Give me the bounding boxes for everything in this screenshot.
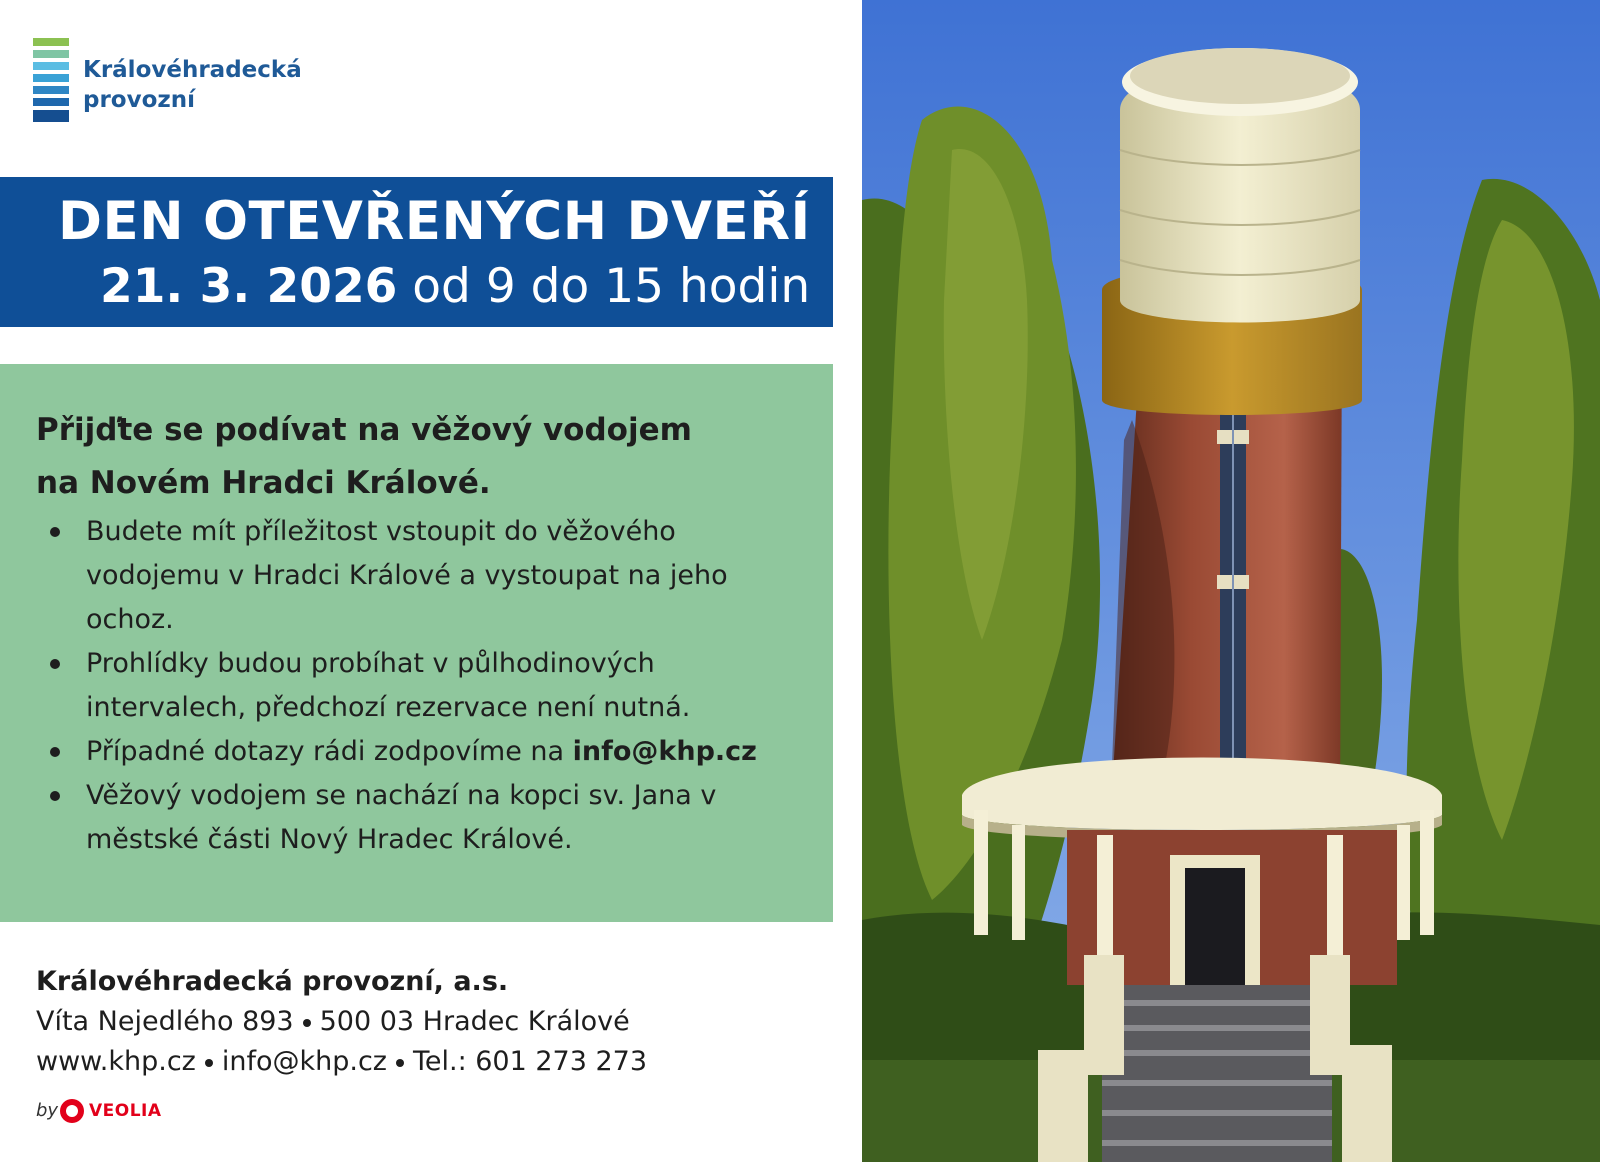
event-date: 21. 3. 2026	[100, 259, 398, 314]
city-address: 500 03 Hradec Králové	[319, 1006, 630, 1037]
logo-line-2: provozní	[83, 87, 196, 113]
info-list	[36, 510, 796, 862]
contact-footer	[36, 962, 647, 1082]
tower-door	[1185, 868, 1245, 985]
website-link[interactable]: www.khp.cz	[36, 1046, 196, 1077]
intro-heading	[36, 404, 692, 510]
event-date-time	[100, 259, 810, 314]
address-line	[36, 1002, 647, 1042]
bullet-icon	[50, 527, 60, 537]
street-address: Víta Nejedlého 893	[36, 1006, 294, 1037]
list-item	[36, 774, 796, 862]
logo-wordmark	[83, 55, 302, 115]
separator-dot-icon	[303, 1019, 311, 1027]
veolia-logo[interactable]	[60, 1099, 162, 1123]
phone-number[interactable]: Tel.: 601 273 273	[412, 1046, 648, 1077]
list-item	[36, 642, 796, 730]
separator-dot-icon	[205, 1059, 213, 1067]
list-item-text: Prohlídky budou probíhat v půlhodinových intervalech, předchozí rezervace není nutná.	[86, 648, 691, 723]
list-item	[36, 730, 796, 774]
intro-line-1: Přijďte se podívat na věžový vodojem	[36, 412, 692, 448]
logo-stripes-icon	[33, 38, 69, 130]
list-item-text: Budete mít příležitost vstoupit do věžového vodojemu v Hradci Králové a vystoupat na jeho ochoz.	[86, 516, 728, 635]
event-title: DEN OTEVŘENÝCH DVEŘÍ	[58, 191, 811, 252]
tower-balcony	[962, 758, 1442, 831]
intro-line-2: na Novém Hradci Králové.	[36, 465, 491, 501]
company-name: Královéhradecká provozní, a.s.	[36, 966, 509, 997]
list-item	[36, 510, 796, 642]
veolia-mark-icon	[60, 1099, 84, 1123]
bullet-icon	[50, 659, 60, 669]
water-tower-photo	[862, 0, 1600, 1162]
separator-dot-icon	[396, 1059, 404, 1067]
company-logo[interactable]	[33, 38, 333, 130]
contact-line	[36, 1042, 647, 1082]
email-link[interactable]: info@khp.cz	[221, 1046, 387, 1077]
bullet-icon	[50, 747, 60, 757]
by-label: by	[36, 1100, 59, 1121]
logo-line-1: Královéhradecká	[83, 57, 302, 83]
bullet-icon	[50, 791, 60, 801]
water-tower-illustration	[862, 0, 1600, 1162]
contact-email-link[interactable]: info@khp.cz	[572, 736, 757, 767]
veolia-wordmark: VEOLIA	[89, 1101, 162, 1121]
event-banner	[0, 177, 833, 327]
list-item-text: Věžový vodojem se nachází na kopci sv. Jana v městské části Nový Hradec Králové.	[86, 780, 717, 855]
info-panel	[0, 364, 833, 922]
event-hours: od 9 do 15 hodin	[397, 259, 811, 314]
list-item-text: Případné dotazy rádi zodpovíme na	[86, 736, 573, 767]
